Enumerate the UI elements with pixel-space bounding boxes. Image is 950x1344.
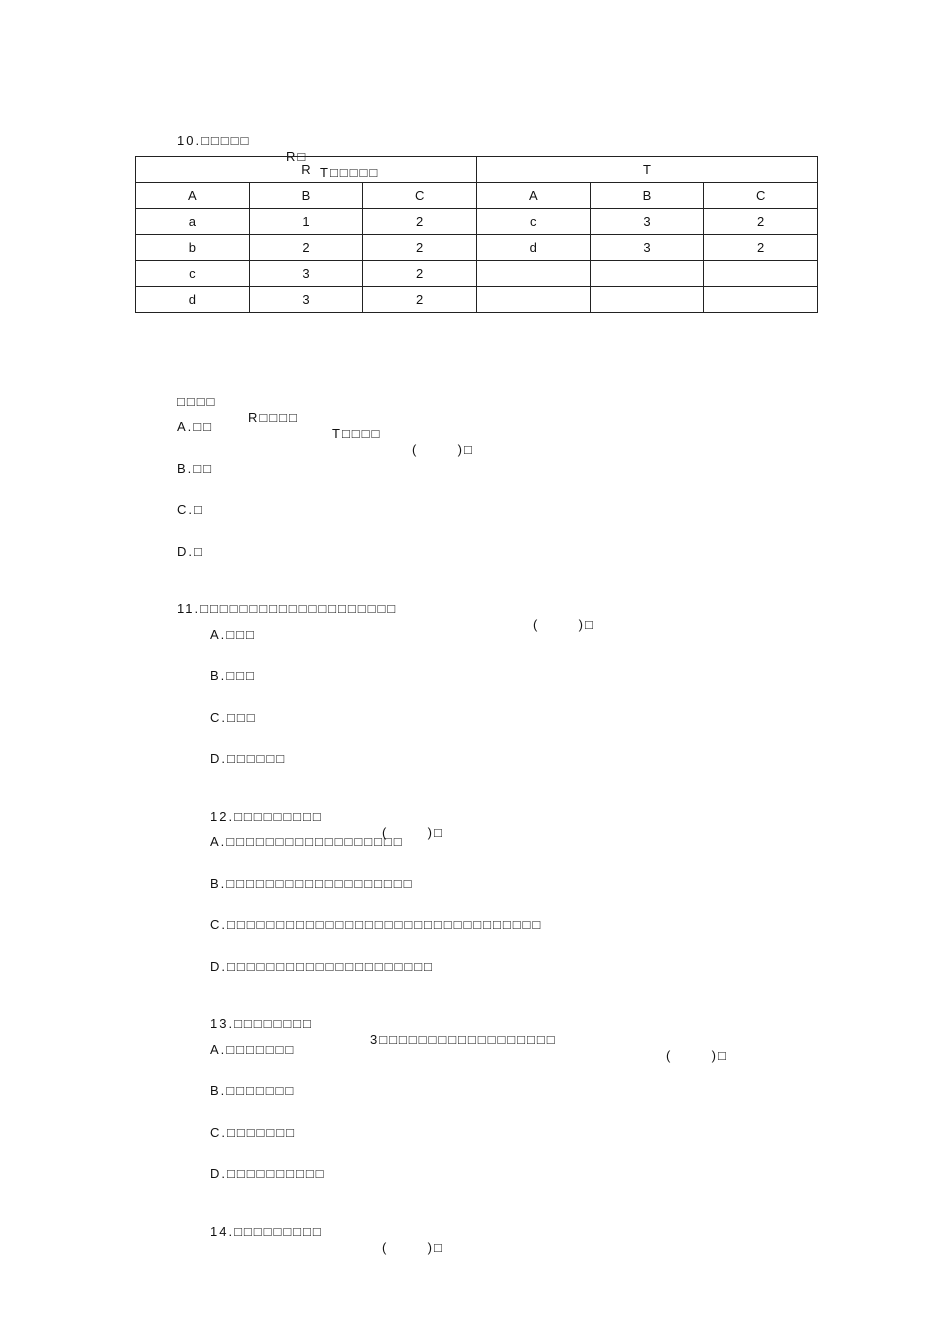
table-cell: d bbox=[476, 235, 590, 261]
q11-text: 11.□□□□□□□□□□□□□□□□□□□□ bbox=[177, 601, 398, 616]
table-row bbox=[136, 209, 818, 235]
table-cell: c bbox=[476, 209, 590, 235]
q11-option-c: C.□□□ bbox=[210, 710, 257, 725]
q10-stem-p1: □□□□ bbox=[177, 394, 217, 409]
column-header: C bbox=[363, 183, 477, 209]
table-cell: b bbox=[136, 235, 250, 261]
q11-option-d: D.□□□□□□ bbox=[210, 751, 287, 766]
q10-stem bbox=[177, 378, 477, 458]
q11-paren: ( )□ bbox=[533, 617, 595, 632]
group-header-t: T bbox=[476, 157, 817, 183]
q10-stem-p4: ( )□ bbox=[412, 442, 474, 457]
table-cell: 2 bbox=[363, 235, 477, 261]
q10-option-b: B.□□ bbox=[177, 461, 213, 476]
q13-paren: ( )□ bbox=[666, 1048, 728, 1063]
q10-stem-p2: R□□□□ bbox=[248, 410, 299, 425]
q12-option-d: D.□□□□□□□□□□□□□□□□□□□□□ bbox=[210, 959, 434, 974]
column-header: C bbox=[704, 183, 818, 209]
table-row bbox=[136, 287, 818, 313]
q13-option-b: B.□□□□□□□ bbox=[210, 1083, 296, 1098]
table-row bbox=[136, 261, 818, 287]
group-header-row bbox=[136, 157, 818, 183]
table-cell: 2 bbox=[704, 209, 818, 235]
column-header-row bbox=[136, 183, 818, 209]
q13-option-c: C.□□□□□□□ bbox=[210, 1125, 296, 1140]
q10-option-c: C.□ bbox=[177, 502, 204, 517]
column-header: A bbox=[476, 183, 590, 209]
table-cell: 2 bbox=[363, 209, 477, 235]
table-cell: 1 bbox=[249, 209, 363, 235]
table-cell: 2 bbox=[363, 261, 477, 287]
q10-option-d: D.□ bbox=[177, 544, 204, 559]
table-cell: 2 bbox=[249, 235, 363, 261]
q14-text: 14.□□□□□□□□□ bbox=[210, 1224, 323, 1239]
table-cell bbox=[704, 261, 818, 287]
table-cell: a bbox=[136, 209, 250, 235]
q11-option-b: B.□□□ bbox=[210, 668, 256, 683]
q14-paren: ( )□ bbox=[382, 1240, 444, 1255]
q13-mid: 3□□□□□□□□□□□□□□□□□□ bbox=[370, 1032, 557, 1047]
q10-stem-p3: T□□□□ bbox=[332, 426, 382, 441]
table-cell bbox=[590, 261, 704, 287]
relations-table bbox=[135, 156, 818, 313]
column-header: B bbox=[249, 183, 363, 209]
q13-text: 13.□□□□□□□□ bbox=[210, 1016, 313, 1031]
column-header: B bbox=[590, 183, 704, 209]
table-cell: 3 bbox=[249, 261, 363, 287]
table-row bbox=[136, 235, 818, 261]
table-cell bbox=[590, 287, 704, 313]
q13-option-a: A.□□□□□□□ bbox=[210, 1042, 296, 1057]
q12-paren: ( )□ bbox=[382, 825, 444, 840]
q10-r: R□ bbox=[286, 149, 308, 164]
table-cell: 2 bbox=[704, 235, 818, 261]
table-cell: 3 bbox=[590, 235, 704, 261]
q12-option-c: C.□□□□□□□□□□□□□□□□□□□□□□□□□□□□□□□□ bbox=[210, 917, 543, 932]
table-cell: d bbox=[136, 287, 250, 313]
q12-option-b: B.□□□□□□□□□□□□□□□□□□□ bbox=[210, 876, 414, 891]
q10-option-a: A.□□ bbox=[177, 419, 213, 434]
q11-option-a: A.□□□ bbox=[210, 627, 256, 642]
group-header-r: R bbox=[136, 157, 477, 183]
table-cell: 3 bbox=[249, 287, 363, 313]
table-cell: 2 bbox=[363, 287, 477, 313]
q13-option-d: D.□□□□□□□□□□ bbox=[210, 1166, 326, 1181]
q12-text: 12.□□□□□□□□□ bbox=[210, 809, 323, 824]
table-cell bbox=[704, 287, 818, 313]
q10-label: 10.□□□□□ bbox=[177, 133, 251, 148]
q14-stem bbox=[210, 1208, 470, 1256]
table-cell bbox=[476, 261, 590, 287]
q10-t: T□□□□□ bbox=[320, 165, 380, 180]
q12-option-a: A.□□□□□□□□□□□□□□□□□□ bbox=[210, 834, 404, 849]
table-cell: 3 bbox=[590, 209, 704, 235]
q11-stem bbox=[177, 585, 597, 633]
table-cell bbox=[476, 287, 590, 313]
column-header: A bbox=[136, 183, 250, 209]
table-cell: c bbox=[136, 261, 250, 287]
